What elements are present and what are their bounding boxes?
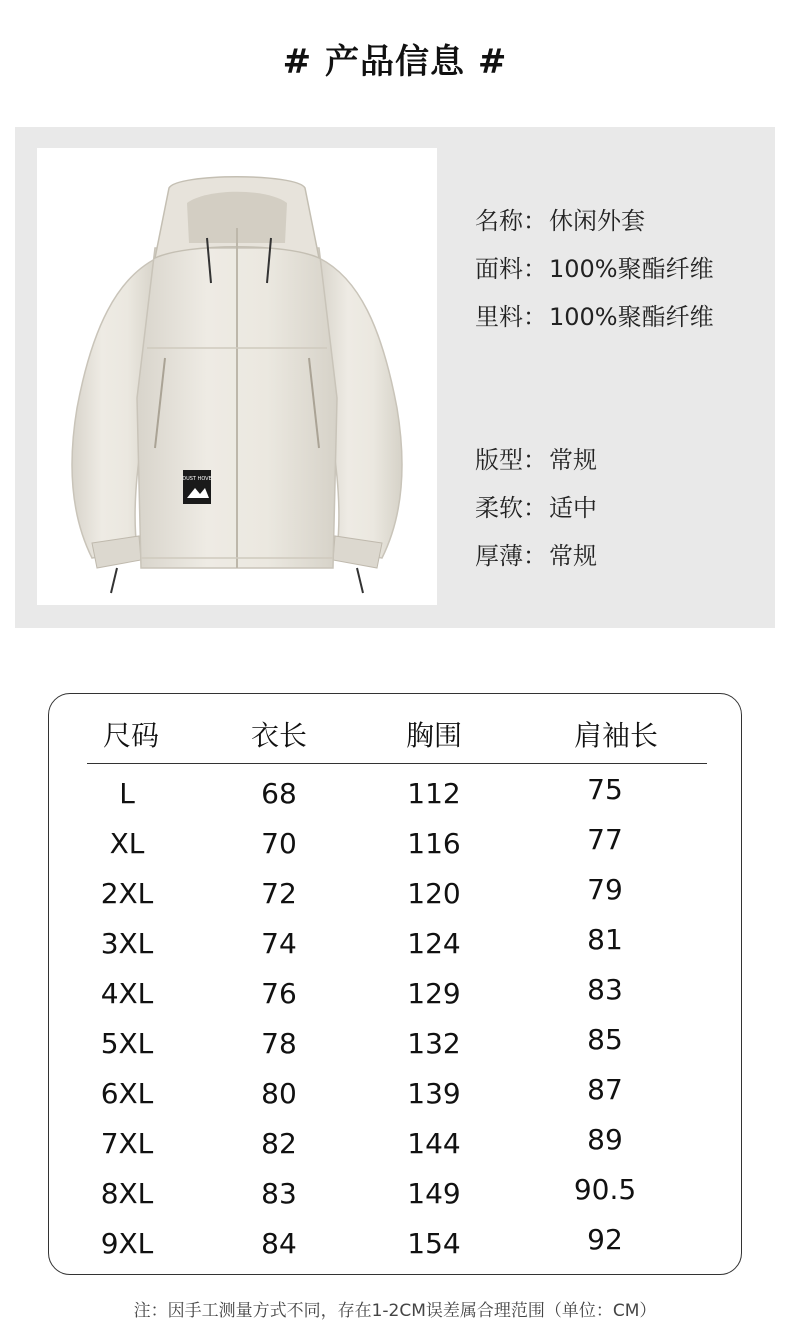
table-cell: 82 xyxy=(261,1127,297,1160)
table-cell: 144 xyxy=(407,1127,461,1160)
table-cell: 83 xyxy=(587,973,623,1006)
product-info-panel xyxy=(15,127,775,628)
attr-fit: 版型：常规 xyxy=(475,446,597,474)
header-divider xyxy=(87,763,707,764)
table-cell: 72 xyxy=(261,877,297,910)
header-sleeve: 肩袖长 xyxy=(573,719,658,752)
table-cell: 4XL xyxy=(100,977,154,1010)
table-cell: 9XL xyxy=(100,1227,154,1260)
attr-fabric: 面料：100%聚酯纤维 xyxy=(475,255,714,283)
table-cell: 79 xyxy=(587,873,623,906)
table-cell: 81 xyxy=(587,923,623,956)
table-cell: 112 xyxy=(407,777,461,810)
jacket-patch-text: DUST HOVE xyxy=(182,476,212,482)
attr-lining: 里料：100%聚酯纤维 xyxy=(475,303,714,331)
header-length: 衣长 xyxy=(250,719,307,752)
table-cell: 68 xyxy=(261,777,297,810)
table-cell: 132 xyxy=(407,1027,461,1060)
table-cell: 8XL xyxy=(100,1177,154,1210)
table-cell: 77 xyxy=(587,823,623,856)
table-cell: 154 xyxy=(407,1227,461,1260)
table-cell: 89 xyxy=(587,1123,623,1156)
table-cell: 5XL xyxy=(100,1027,154,1060)
table-cell: 7XL xyxy=(100,1127,154,1160)
table-cell: 124 xyxy=(407,927,461,960)
table-cell: 120 xyxy=(407,877,461,910)
table-cell: L xyxy=(119,777,135,810)
attr-softness: 柔软：适中 xyxy=(475,494,597,522)
product-attributes xyxy=(475,127,765,628)
table-cell: 76 xyxy=(261,977,297,1010)
table-cell: 78 xyxy=(261,1027,297,1060)
table-cell: 75 xyxy=(587,773,623,806)
table-cell: 2XL xyxy=(100,877,154,910)
page-title: # 产品信息 # xyxy=(282,42,508,82)
table-cell: 92 xyxy=(587,1223,623,1256)
table-cell: 80 xyxy=(261,1077,297,1110)
table-cell: 3XL xyxy=(100,927,154,960)
table-cell: 149 xyxy=(407,1177,461,1210)
table-cell: 6XL xyxy=(100,1077,154,1110)
table-cell: 129 xyxy=(407,977,461,1010)
product-photo xyxy=(37,148,437,605)
table-cell: 139 xyxy=(407,1077,461,1110)
table-cell: 90.5 xyxy=(573,1173,637,1206)
table-cell: 85 xyxy=(587,1023,623,1056)
size-table xyxy=(48,693,742,1275)
header-size: 尺码 xyxy=(102,719,159,752)
table-cell: 74 xyxy=(261,927,297,960)
table-cell: 83 xyxy=(261,1177,297,1210)
attr-name: 名称：休闲外套 xyxy=(475,207,645,235)
table-cell: 84 xyxy=(261,1227,297,1260)
table-cell: XL xyxy=(109,827,145,860)
header-chest: 胸围 xyxy=(405,719,462,752)
attr-thickness: 厚薄：常规 xyxy=(475,542,597,570)
table-cell: 116 xyxy=(407,827,461,860)
table-cell: 70 xyxy=(261,827,297,860)
jacket-image xyxy=(37,148,437,605)
table-cell: 87 xyxy=(587,1073,623,1106)
measurement-note: 注：因手工测量方式不同，存在1-2CM误差属合理范围（单位：CM） xyxy=(133,1301,657,1321)
